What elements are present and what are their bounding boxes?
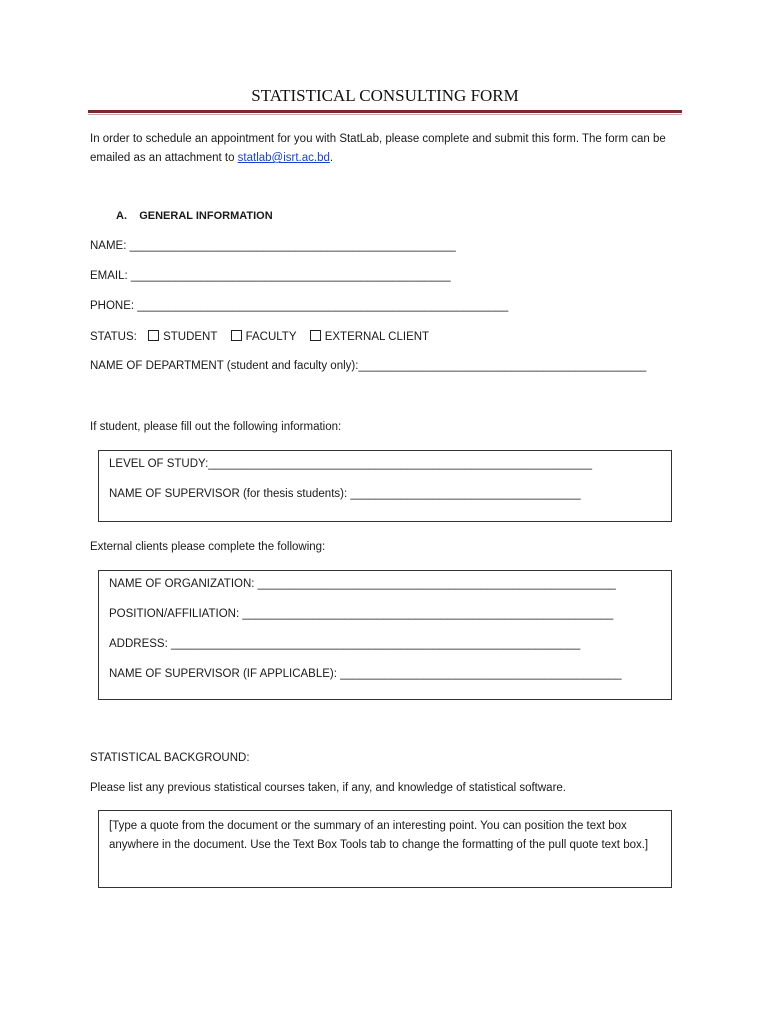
faculty-label: FACULTY: [245, 331, 297, 343]
status-label: STATUS:: [90, 331, 137, 343]
intro-paragraph: [90, 130, 680, 168]
statistical-background-heading: STATISTICAL BACKGROUND:: [90, 752, 250, 764]
status-row: [90, 330, 439, 343]
external-info-box: [98, 570, 672, 700]
faculty-checkbox[interactable]: [231, 330, 242, 341]
section-general-information: A. GENERAL INFORMATION: [116, 210, 273, 222]
thesis-supervisor-field[interactable]: NAME OF SUPERVISOR (for thesis students): ____________________________________: [109, 488, 581, 500]
form-title: STATISTICAL CONSULTING FORM: [251, 86, 519, 105]
student-checkbox[interactable]: [148, 330, 159, 341]
external-client-checkbox[interactable]: [310, 330, 321, 341]
title-rule-thin: [88, 114, 682, 115]
intro-text-end: .: [329, 152, 334, 164]
external-intro: External clients please complete the following:: [90, 541, 326, 553]
email-field[interactable]: EMAIL: __________________________________________________: [90, 270, 451, 282]
status-option-external[interactable]: [310, 330, 429, 343]
name-field[interactable]: NAME: ___________________________________________________: [90, 240, 456, 252]
phone-field[interactable]: PHONE: __________________________________________________________: [90, 300, 509, 312]
intro-text: In order to schedule an appointment for you with StatLab, please complete and submit this form. The form can be emailed as an attachment to: [90, 133, 666, 164]
student-info-box: [98, 450, 672, 522]
pull-quote-text[interactable]: [Type a quote from the document or the summary of an interesting point. You can position the text box anywhere in the document. Use the Text Box Tools tab to change the formatting of the pull quote text box.]: [109, 820, 649, 851]
title-rule-thick: [88, 110, 682, 113]
department-field[interactable]: NAME OF DEPARTMENT (student and faculty only):_____________________________________________: [90, 360, 647, 372]
level-of-study-field[interactable]: LEVEL OF STUDY:____________________________________________________________: [109, 458, 593, 470]
statistical-background-prompt: Please list any previous statistical courses taken, if any, and knowledge of statistical software.: [90, 782, 566, 794]
address-field[interactable]: ADDRESS: ________________________________________________________________: [109, 638, 581, 650]
status-option-faculty[interactable]: [231, 330, 297, 343]
student-intro: If student, please fill out the following information:: [90, 421, 342, 433]
organization-field[interactable]: NAME OF ORGANIZATION: ________________________________________________________: [109, 578, 616, 590]
pull-quote-box[interactable]: [98, 810, 672, 888]
external-supervisor-field[interactable]: NAME OF SUPERVISOR (IF APPLICABLE): ____________________________________________: [109, 668, 622, 680]
email-link[interactable]: statlab@isrt.ac.bd: [237, 152, 330, 164]
student-label: STUDENT: [163, 331, 218, 343]
status-option-student[interactable]: [148, 330, 217, 343]
external-client-label: EXTERNAL CLIENT: [324, 331, 430, 343]
position-affiliation-field[interactable]: POSITION/AFFILIATION: __________________________________________________________: [109, 608, 614, 620]
